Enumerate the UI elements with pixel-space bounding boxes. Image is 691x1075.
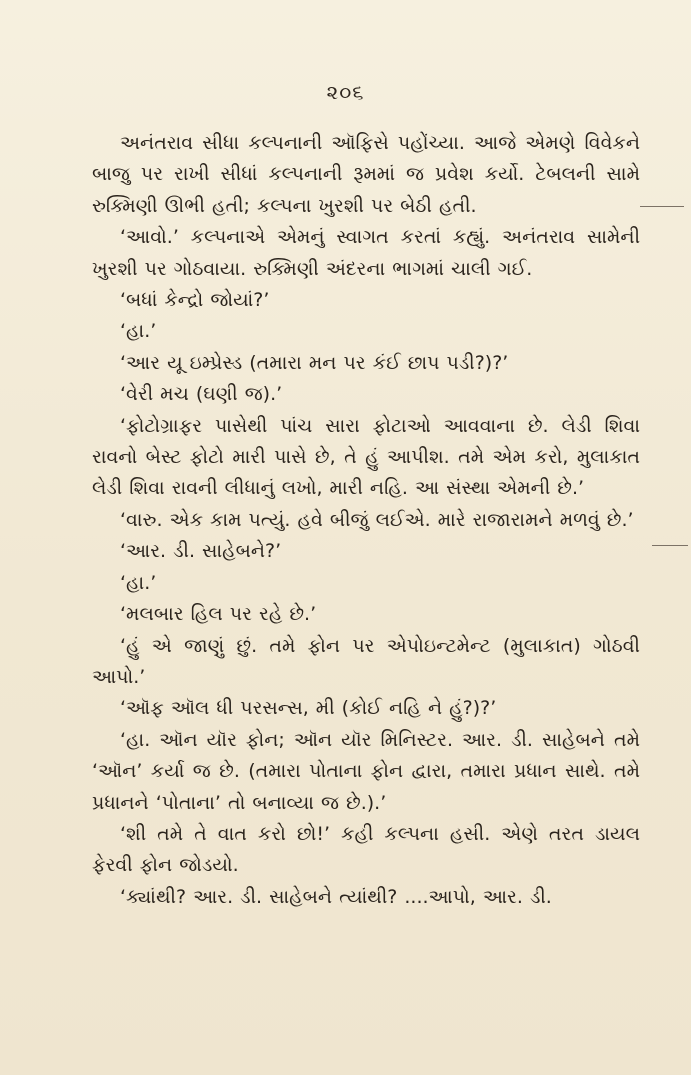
paragraph-11: ‘મલબાર હિલ પર રહે છે.’ bbox=[120, 603, 317, 626]
margin-pencil-mark bbox=[652, 545, 688, 546]
paragraph-13: ‘ઑફ ઑલ ધી પરસન્સ, મી (કોઈ નહિ ને હું?)?’ bbox=[120, 697, 497, 720]
paragraph-5: ‘આર યૂ ઇમ્પ્રેસ્ડ (તમારા મન પર કંઈ છાપ પડી?)?’ bbox=[120, 351, 509, 374]
paragraph-12: ‘હું એ જાણું છું. તમે ફોન પર એપોઇન્ટમેન્ટ (મુલાકાત) ગોઠવી આપો.’ bbox=[92, 634, 640, 688]
margin-pencil-mark bbox=[640, 206, 684, 207]
paragraph-9: ‘આર. ડી. સાહેબને?’ bbox=[120, 540, 282, 563]
paragraph-14: ‘હા. ઑન યૉર ફોન; ઑન યૉર મિનિસ્ટર. આર. ડી. સાહેબને તમે ‘ઑન’ કર્યા જ છે. (તમારા પોતાના ફોન દ્વારા, તમારા પ્રધાન સાથે. તમે પ્રધાનને ‘પોતાના’ તો બનાવ્યા જ છે.).’ bbox=[92, 728, 640, 814]
paragraph-2: ‘આવો.’ કલ્પનાએ એમનું સ્વાગત કરતાં કહ્યું. અનંતરાવ સામેની ખુરશી પર ગોઠવાયા. રુક્મિણી અંદરના ભાગમાં ચાલી ગઈ. bbox=[92, 226, 640, 280]
paragraph-6: ‘વેરી મચ (ઘણી જ).’ bbox=[120, 383, 283, 406]
page-text bbox=[92, 128, 640, 913]
paragraph-7: ‘ફોટોગ્રાફર પાસેથી પાંચ સારા ફોટાઓ આવવાના છે. લેડી શિવા રાવનો બેસ્ટ ફોટો મારી પાસે છે, તે હું આપીશ. તમે એમ કરો, મુલાકાત લેડી શિવા રાવની લીધાનું લખો, મારી નહિ. આ સંસ્થા એમની છે.’ bbox=[92, 414, 640, 500]
paragraph-15: ‘શી તમે તે વાત કરો છો!’ કહી કલ્પના હસી. એણે તરત ડાયલ ફેરવી ફોન જોડયો. bbox=[92, 822, 640, 877]
paragraph-10: ‘હા.’ bbox=[120, 571, 157, 594]
paragraph-16: ‘ક્યાંથી? આર. ડી. સાહેબને ત્યાંથી? ....આપો, આર. ડી. bbox=[120, 885, 552, 908]
page-number: ૨૦૬ bbox=[326, 80, 365, 104]
paragraph-1: અનંતરાવ સીધા કલ્પનાની ઑફિસે પહોંચ્યા. આજે એમણે વિવેકને બાજુ પર રાખી સીધાં કલ્પનાની રૂમમાં જ પ્રવેશ કર્યો. ટેબલની સામે રુક્મિણી ઊભી હતી; કલ્પના ખુરશી પર બેઠી હતી. bbox=[92, 132, 640, 217]
paragraph-4: ‘હા.’ bbox=[120, 320, 157, 343]
paragraph-8: ‘વારુ. એક કામ પત્યું. હવે બીજું લઈએ. મારે રાજારામને મળવું છે.’ bbox=[120, 508, 634, 531]
paragraph-3: ‘બધાં કેન્દ્રો જોયાં?’ bbox=[120, 289, 270, 312]
